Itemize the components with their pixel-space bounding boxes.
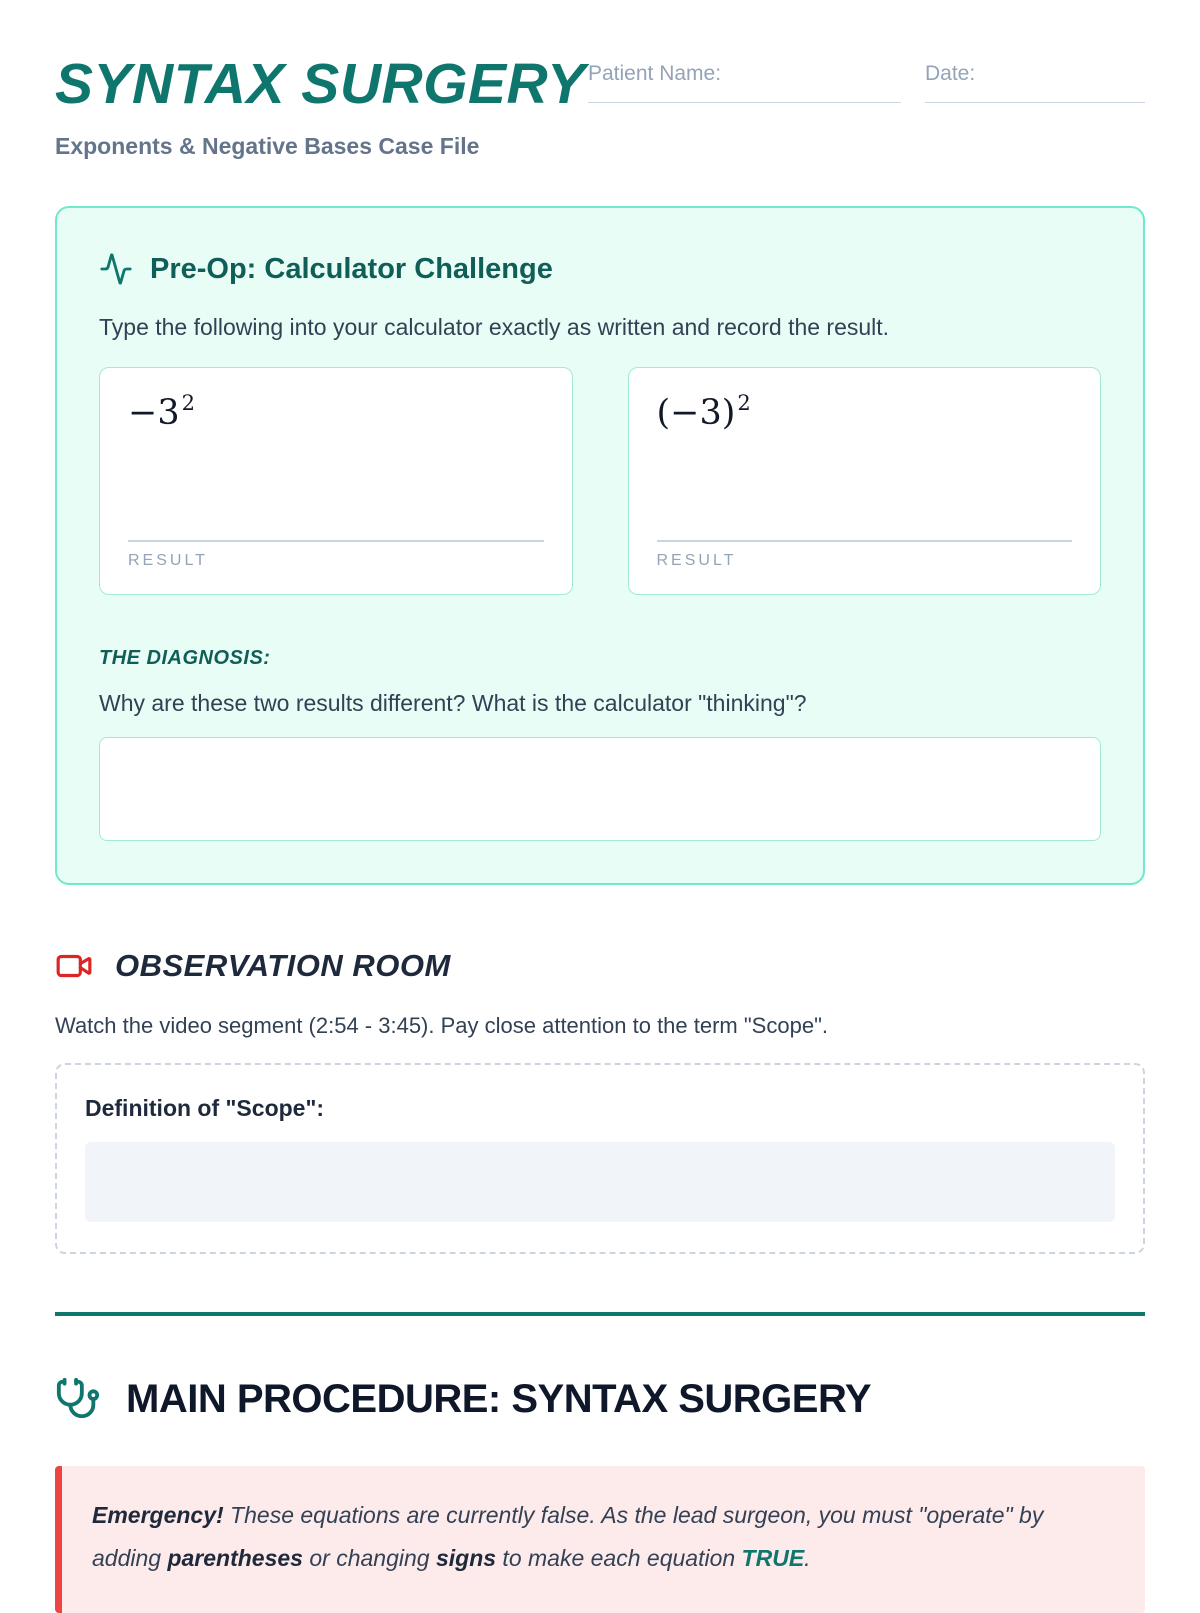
observation-section [55,947,1145,1254]
header [55,52,1145,160]
calculator-problem-cards [99,367,1101,595]
alert-text [92,1494,1111,1579]
video-camera-icon [55,947,93,985]
calc-problem-card-1 [99,367,573,595]
alert-suffix: . [804,1544,811,1571]
alert-text-2: or changing [302,1544,436,1571]
diagnosis-label: THE DIAGNOSIS: [99,647,271,669]
result-input-line-1[interactable] [128,540,544,542]
definition-box [55,1063,1145,1254]
alert-text-3: to make each equation [496,1544,742,1571]
header-title-block [55,52,586,160]
emergency-alert [55,1466,1145,1613]
preop-instructions: Type the following into your calculator exactly as written and record the result. [99,314,890,340]
preop-heading: Pre-Op: Calculator Challenge [150,252,553,285]
diagnosis-question: Why are these two results different? What is the calculator "thinking"? [99,690,807,716]
diagnosis-answer-box[interactable] [99,737,1101,841]
result-label-1: RESULT [128,552,208,569]
main-procedure-heading-row [55,1376,1145,1422]
section-divider [55,1312,1145,1316]
result-input-line-2[interactable] [657,540,1073,542]
alert-text-1: These equations are currently false. As the lead surgeon, you must "operate" by adding [92,1502,1044,1571]
observation-heading-row [55,947,1145,985]
date-label: Date: [925,62,976,85]
main-procedure-section [55,1376,1145,1613]
math-base-2: (−3) [656,393,736,433]
definition-input-area[interactable] [85,1142,1115,1222]
result-label-2: RESULT [656,552,737,569]
alert-bold-signs: signs [435,1544,497,1571]
main-procedure-heading: MAIN PROCEDURE: SYNTAX SURGERY [126,1376,872,1421]
preop-section [55,206,1145,885]
alert-bold-parentheses: parentheses [167,1544,303,1571]
calc-problem-card-2 [628,367,1102,595]
math-exponent-1: 2 [181,391,195,415]
header-fields [588,56,1145,103]
preop-heading-row [99,252,1101,286]
stethoscope-icon [55,1376,101,1422]
math-expression-1 [128,392,544,434]
page-subtitle: Exponents & Negative Bases Case File [55,133,480,159]
date-field[interactable] [925,62,1145,103]
alert-true-highlight: TRUE [741,1544,805,1571]
math-exponent-2: 2 [737,391,751,415]
math-expression-2 [657,392,1073,434]
page-title: SYNTAX SURGERY [55,52,586,116]
observation-instructions: Watch the video segment (2:54 - 3:45). Pay close attention to the term "Scope". [55,1013,828,1038]
patient-name-field[interactable] [588,62,901,103]
alert-emergency-label: Emergency! [92,1502,224,1528]
observation-heading: OBSERVATION ROOM [115,948,451,983]
patient-name-label: Patient Name: [588,62,722,85]
math-base-1: −3 [128,393,180,433]
activity-icon [99,252,133,286]
definition-label: Definition of "Scope": [85,1095,325,1121]
